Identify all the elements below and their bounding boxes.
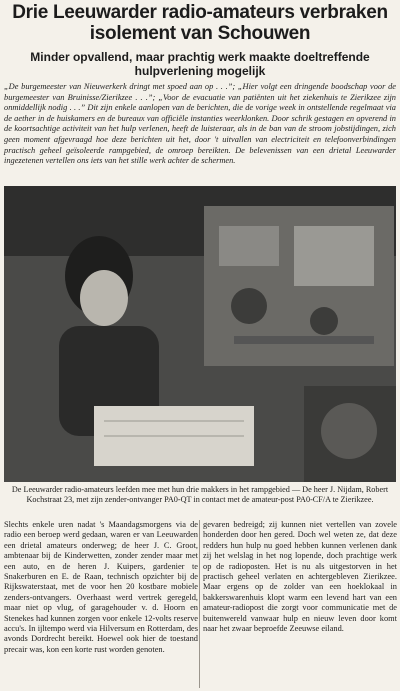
- headline: Drie Leeuwarder radio-amateurs verbraken isolement van Schouwen: [12, 2, 388, 44]
- article-column-right: [203, 520, 397, 634]
- photo-caption: De Leeuwarder radio-amateurs leefden mee met hun drie makkers in het rampgebied — De heer J. Nijdam, Robert Kochstraat 23, met zijn zender-ontvanger PA0-QT in contact met de amateur-post PA0-CF/A te Zierikzee.: [11, 485, 389, 504]
- column-divider: [199, 520, 200, 688]
- article-column-left: [4, 520, 198, 655]
- column-left-text: Slechts enkele uren nadat 's Maandagsmorgens via de radio een beroep werd gedaan, waren er van Leeuwarden een drietal amateurs onderweg; de heer J. C. Groot, ambtenaar bij de Kinderwetten, zonder zender maar met een auto, en de heren J. Kuipers, gardenier te Snakerburen en E. de Raan, technisch opzichter bij de Rijkswaterstaat, met de voor hen 20 kostbare mobiele zenders-ontvangers. Overhaast werd vertrek geregeld, maar niet op vlug, of garagehouder v. d. Hoorn en Stenekes had kunnen zorgen voor enkele 12-volts reserve accu's. In ijltempo werd via Hilversum en Rotterdam, des avonds Dordrecht bereikt. Hoewel ook hier de toestand precair was, kon een korte rust worden genoten.: [4, 520, 198, 654]
- subheadline: Minder opvallend, maar prachtig werk maakte doeltreffende hulpverlening mogelijk: [30, 50, 370, 78]
- radio-operator-photo: [4, 186, 396, 482]
- article-photo: [4, 186, 396, 482]
- intro-paragraph: „De burgemeester van Nieuwerkerk dringt met spoed aan op . . .”; „Hier volgt een dringende boodschap voor de burgemeester van Bruinisse/Zierikzee . . .”; „Voor de evacuatie van patiënten uit het ziekenhuis te Zierikzee zijn onmiddellijk nodig . . .” Dit zijn enkele aanlopen van de berichten, die de vorige week in ontstellende regelmaat via de aether in de huiskamers en de bureaux van officiële instanties weerklonken. Door schrik gestagen en opverend in de koortsachtige activiteit van het hulp verlenen, heeft de luisteraar, als in de ban van de stroom jobstijdingen, zich geen moment afgevraagd hoe deze berichten uit het, door 't uitvallen van electriciteit en telefoonverbindingen practisch geheel geïsoleerde rampgebied, de omroep bereikten. De belevenissen van een drietal Leeuwarder ingezetenen vertellen ons iets van het stille werk achter de schermen.: [4, 82, 396, 166]
- column-right-text: gevaren bedreigd; zij kunnen niet vertellen van zovele honderden door hen gered. Doch wel weten ze, dat deze redders hun hulp nu goed hebben kunnen verlenen dank zij het welslag in het nog lopende, doch prachtige werk op de radioposten. Het is nu als uitgestorven in het practisch geheel verlaten en achtergebleven Zierikzee. Maar ergens op de zolder van een hoeklokaal in bakkerswarenhuis klopt warm een levend hart van een amateur-radiopost die zorgt voor communicatie met de buitenwereld vanwaar hulp en nieuw leven door komt naar het zwaar beproefde Zeeuwse eiland.: [203, 520, 397, 634]
